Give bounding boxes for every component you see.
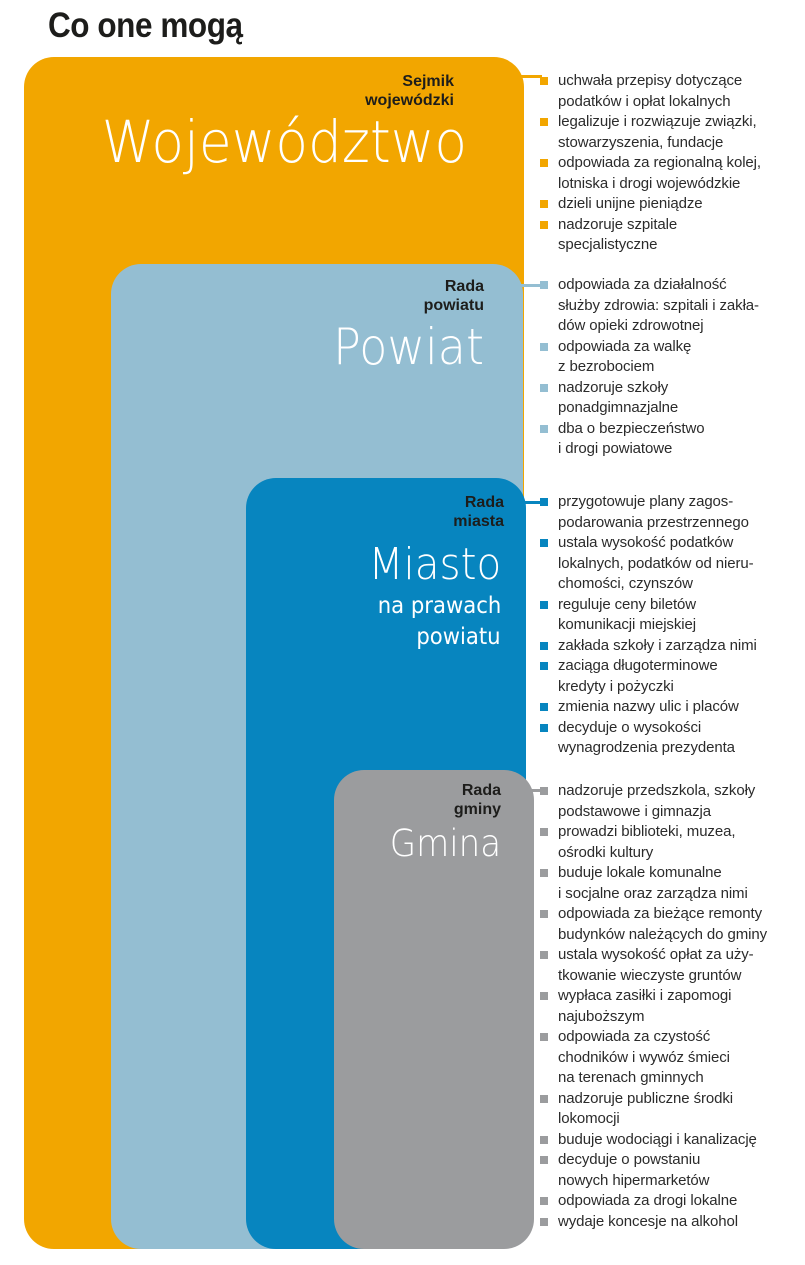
miasto-task-text: przygotowuje plany zagos- [558,493,734,510]
powiat-task-text: dów opieki zdrowotnej [558,317,704,334]
square-bullet-icon [540,703,548,711]
wojewodztwo-task-text: lotniska i drogi wojewódzkie [558,174,741,192]
square-bullet-icon [540,1095,548,1103]
gmina-task-text: odpowiada za drogi lokalne [558,1192,738,1209]
miasto-task-text: lokalnych, podatków od nieru- [558,554,754,572]
gmina-task-text: nadzoruje przedszkola, szkoły [558,782,756,799]
square-bullet-icon [540,539,548,547]
powiat-task-text: odpowiada za walkę [558,337,692,355]
gmina-task-item [540,781,767,822]
wojewodztwo-task-item [540,112,761,153]
miasto-task-list [540,492,757,759]
gmina-name: Gmina [389,822,501,865]
square-bullet-icon [540,869,548,877]
gmina-task-text: lokomocji [558,1110,620,1127]
gmina-task-item [540,1191,767,1212]
gmina-task-text: ustala wysokość opłat za uży- [558,946,754,963]
square-bullet-icon [540,1033,548,1041]
square-bullet-icon [540,787,548,795]
powiat-task-text: i drogi powiatowe [558,440,673,457]
miasto-task-text: ustala wysokość podatków [558,534,734,551]
powiat-task-text: z bezrobociem [558,358,655,375]
gmina-task-text: buduje wodociągi i kanalizację [558,1130,757,1148]
miasto-task-text: zakłada szkoły i zarządza nimi [558,636,757,654]
gmina-task-item [540,1130,767,1151]
gmina-task-item [540,1150,767,1191]
wojewodztwo-task-text: odpowiada za regionalną kolej, [558,154,761,171]
gmina-task-text: budynków należących do gminy [558,925,767,943]
gmina-task-text: prowadzi biblioteki, muzea, [558,823,736,840]
miasto-subname-line1: na prawach [377,593,501,619]
powiat-task-text: służby zdrowia: szpitali i zakła- [558,296,759,314]
powiat-task-item [540,337,759,378]
wojewodztwo-task-text: legalizuje i rozwiązuje związki, [558,113,757,130]
gmina-task-text: najuboższym [558,1007,645,1025]
wojewodztwo-task-text: dzieli unijne pieniądze [558,195,703,212]
miasto-task-text: decyduje o wysokości [558,718,702,736]
square-bullet-icon [540,1156,548,1164]
miasto-task-text: zaciąga długoterminowe [558,657,718,674]
gmina-task-text: odpowiada za czystość [558,1028,711,1045]
miasto-subname-line2: powiatu [416,624,501,650]
wojewodztwo-task-item [540,71,761,112]
powiat-connector-line [492,284,542,287]
wojewodztwo-task-text: specjalistyczne [558,236,658,253]
square-bullet-icon [540,642,548,650]
gmina-task-text: i socjalne oraz zarządza nimi [558,884,748,902]
square-bullet-icon [540,1218,548,1226]
miasto-task-text: zmienia nazwy ulic i placów [558,698,739,715]
miasto-task-text: podarowania przestrzennego [558,513,749,531]
wojewodztwo-task-item [540,153,761,194]
miasto-task-text: reguluje ceny biletów [558,595,696,613]
miasto-council-label: Rada miasta [453,494,504,530]
miasto-task-item [540,697,757,718]
square-bullet-icon [540,910,548,918]
square-bullet-icon [540,118,548,126]
powiat-task-text: nadzoruje szkoły [558,378,669,396]
powiat-name: Powiat [333,318,484,376]
square-bullet-icon [540,343,548,351]
gmina-task-text: buduje lokale komunalne [558,864,722,881]
miasto-task-text: wynagrodzenia prezydenta [558,739,735,756]
square-bullet-icon [540,200,548,208]
gmina-council-label: Rada gminy [453,782,501,818]
gmina-task-item [540,904,767,945]
gmina-task-list [540,781,767,1232]
gmina-task-text: nowych hipermarketów [558,1171,710,1189]
gmina-task-text: wydaje koncesje na alkohol [558,1212,739,1230]
powiat-task-item [540,275,759,337]
square-bullet-icon [540,425,548,433]
diagram-title: Co one mogą [48,6,243,45]
powiat-task-item [540,378,759,419]
square-bullet-icon [540,828,548,836]
wojewodztwo-council-label: Sejmik wojewódzki [365,73,454,109]
square-bullet-icon [540,951,548,959]
wojewodztwo-task-list [540,71,761,256]
gmina-task-text: tkowanie wieczyste gruntów [558,966,742,984]
square-bullet-icon [540,724,548,732]
gmina-task-text: odpowiada za bieżące remonty [558,905,762,922]
miasto-task-item [540,595,757,636]
powiat-task-text: ponadgimnazjalne [558,399,679,416]
wojewodztwo-task-text: uchwała przepisy dotyczące [558,72,743,89]
gmina-task-text: na terenach gminnych [558,1069,704,1086]
gmina-task-text: decyduje o powstaniu [558,1151,701,1168]
miasto-connector-line [504,501,542,504]
square-bullet-icon [540,221,548,229]
wojewodztwo-task-item [540,215,761,256]
square-bullet-icon [540,281,548,289]
square-bullet-icon [540,662,548,670]
wojewodztwo-task-item [540,194,761,215]
square-bullet-icon [540,159,548,167]
wojewodztwo-task-text: nadzoruje szpitale [558,215,678,233]
square-bullet-icon [540,601,548,609]
miasto-task-text: chomości, czynszów [558,575,693,592]
powiat-task-item [540,419,759,460]
square-bullet-icon [540,1197,548,1205]
gmina-task-item [540,863,767,904]
miasto-task-item [540,636,757,657]
gmina-task-text: ośrodki kultury [558,843,654,861]
gmina-task-item [540,1089,767,1130]
powiat-task-text: dba o bezpieczeństwo [558,419,705,437]
gmina-task-item [540,1027,767,1089]
powiat-task-text: odpowiada za działalność [558,276,727,293]
miasto-task-item [540,718,757,759]
miasto-task-item [540,656,757,697]
powiat-council-label: Rada powiatu [423,278,484,314]
square-bullet-icon [540,384,548,392]
gmina-task-text: nadzoruje publiczne środki [558,1089,734,1107]
gmina-connector-line [512,789,542,792]
square-bullet-icon [540,498,548,506]
miasto-task-text: kredyty i pożyczki [558,677,674,695]
miasto-task-item [540,492,757,533]
gmina-task-text: podstawowe i gimnazja [558,802,711,820]
square-bullet-icon [540,992,548,1000]
miasto-task-item [540,533,757,595]
gmina-task-text: wypłaca zasiłki i zapomogi [558,987,732,1004]
powiat-task-list [540,275,759,460]
wojewodztwo-name: Województwo [101,108,467,176]
square-bullet-icon [540,77,548,85]
gmina-task-item [540,1212,767,1233]
miasto-name: Miasto [368,539,501,590]
gmina-task-text: chodników i wywóz śmieci [558,1048,730,1066]
miasto-task-text: komunikacji miejskiej [558,616,696,633]
square-bullet-icon [540,1136,548,1144]
gmina-task-item [540,822,767,863]
gmina-task-item [540,945,767,986]
wojewodztwo-connector-line [472,75,542,78]
wojewodztwo-task-text: stowarzyszenia, fundacje [558,133,724,151]
gmina-task-item [540,986,767,1027]
wojewodztwo-task-text: podatków i opłat lokalnych [558,92,731,110]
